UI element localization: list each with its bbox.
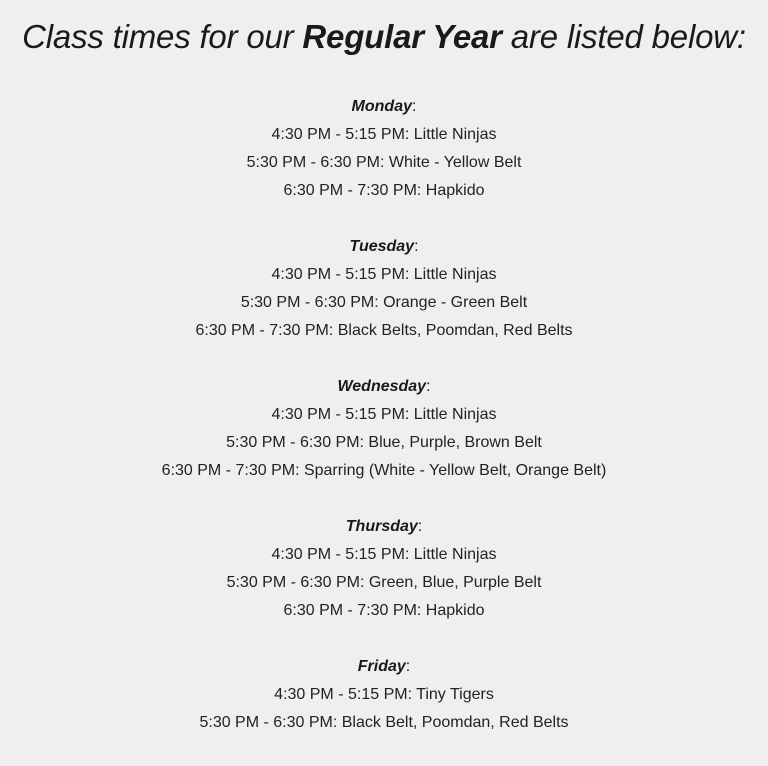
class-slot: 4:30 PM - 5:15 PM: Little Ninjas bbox=[271, 126, 497, 143]
day-block-monday bbox=[0, 93, 768, 205]
day-block-thursday bbox=[0, 513, 768, 625]
class-slot: 5:30 PM - 6:30 PM: Green, Blue, Purple Belt bbox=[226, 574, 542, 591]
class-slot: 6:30 PM - 7:30 PM: Black Belts, Poomdan, Red Belts bbox=[195, 322, 573, 339]
day-block-wednesday bbox=[0, 373, 768, 485]
day-colon: : bbox=[414, 238, 419, 255]
day-name: Tuesday bbox=[349, 238, 415, 255]
day-name: Monday bbox=[351, 98, 412, 115]
schedule-headline bbox=[0, 14, 768, 60]
headline-emphasis: Regular Year bbox=[302, 18, 502, 55]
class-slot: 5:30 PM - 6:30 PM: Blue, Purple, Brown Belt bbox=[226, 434, 542, 451]
headline-suffix: are listed below: bbox=[510, 18, 746, 55]
day-name: Thursday bbox=[345, 518, 418, 535]
day-colon: : bbox=[417, 518, 423, 535]
day-colon: : bbox=[405, 658, 411, 675]
day-block-friday bbox=[0, 653, 768, 737]
class-slot: 5:30 PM - 6:30 PM: Black Belt, Poomdan, Red Belts bbox=[199, 714, 569, 731]
day-colon: : bbox=[412, 98, 417, 115]
class-slot: 4:30 PM - 5:15 PM: Little Ninjas bbox=[271, 266, 497, 283]
day-heading bbox=[0, 513, 768, 541]
class-slot: 4:30 PM - 5:15 PM: Little Ninjas bbox=[271, 406, 497, 423]
class-slot: 5:30 PM - 6:30 PM: White - Yellow Belt bbox=[246, 154, 522, 171]
day-heading bbox=[0, 373, 768, 401]
class-slot: 4:30 PM - 5:15 PM: Tiny Tigers bbox=[274, 686, 494, 703]
class-slot: 6:30 PM - 7:30 PM: Sparring (White - Yellow Belt, Orange Belt) bbox=[161, 462, 607, 479]
day-heading bbox=[0, 93, 768, 121]
day-colon: : bbox=[426, 378, 431, 395]
day-heading bbox=[0, 653, 768, 681]
weekly-schedule bbox=[0, 93, 768, 765]
class-slot: 6:30 PM - 7:30 PM: Hapkido bbox=[283, 602, 485, 619]
headline-prefix: Class times for our bbox=[22, 18, 294, 55]
class-slot: 4:30 PM - 5:15 PM: Little Ninjas bbox=[271, 546, 497, 563]
day-heading bbox=[0, 233, 768, 261]
class-slot: 6:30 PM - 7:30 PM: Hapkido bbox=[283, 182, 485, 199]
day-name: Friday bbox=[357, 658, 406, 675]
day-name: Wednesday bbox=[337, 378, 427, 395]
class-slot: 5:30 PM - 6:30 PM: Orange - Green Belt bbox=[240, 294, 528, 311]
day-block-tuesday bbox=[0, 233, 768, 345]
